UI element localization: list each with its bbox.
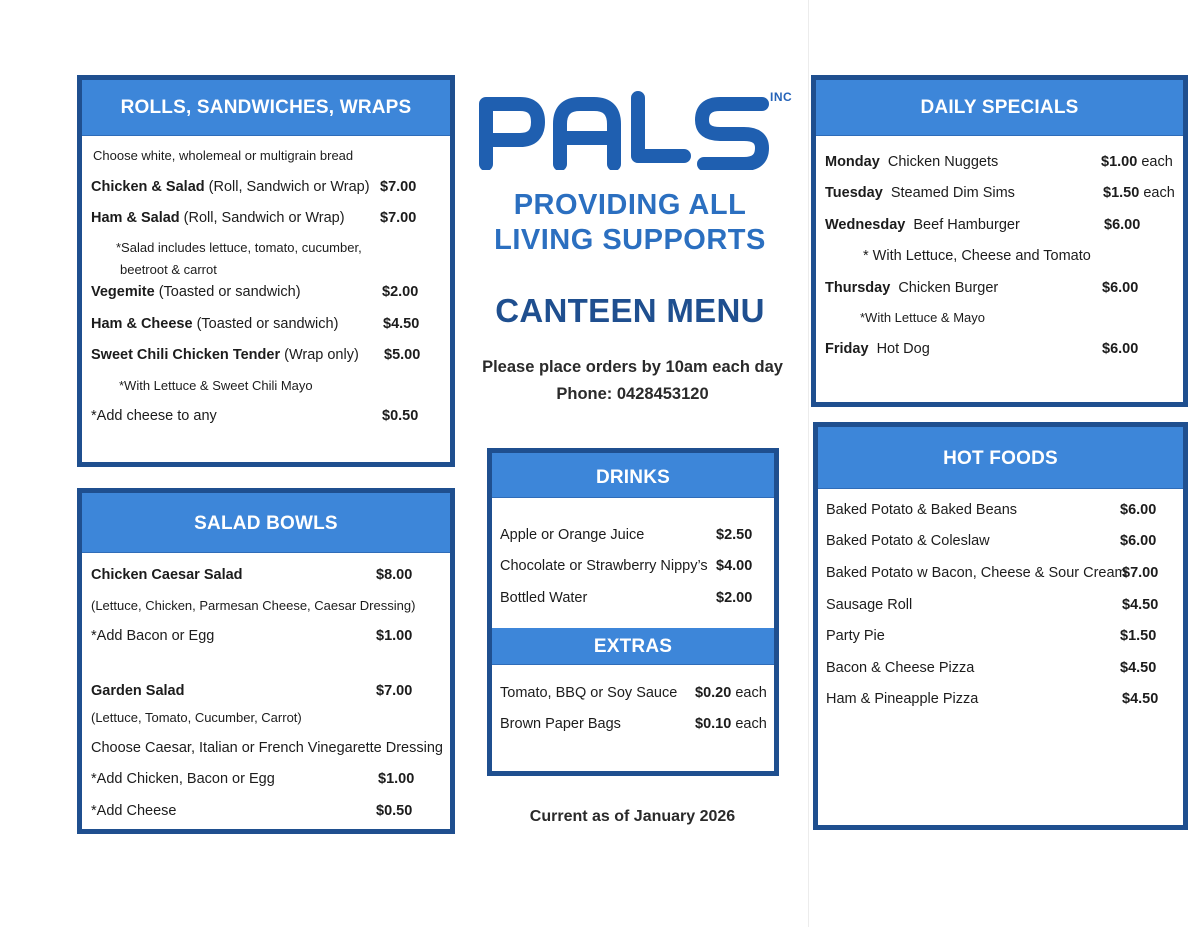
item-name: Sausage Roll xyxy=(826,597,913,613)
item-price: $2.00 xyxy=(382,284,419,300)
garden-addon-row-1 xyxy=(82,768,450,790)
phone-number: Phone: 0428453120 xyxy=(556,385,709,403)
salad-includes-note: *Salad includes lettuce, tomato, cucumber, xyxy=(116,240,362,255)
order-deadline: Please place orders by 10am each day xyxy=(482,358,783,376)
logo-letter-s xyxy=(702,104,762,164)
current-as-of: Current as of January 2026 xyxy=(529,808,736,825)
price-value: $1.00 xyxy=(1101,154,1138,170)
dressing-text: Choose Caesar, Italian or French Vinegarette Dressing xyxy=(91,740,443,756)
addon-price: $0.50 xyxy=(376,803,413,819)
add-cheese-label: *Add cheese to any xyxy=(91,408,217,424)
special-tuesday xyxy=(816,182,1183,204)
add-cheese-price: $0.50 xyxy=(382,408,419,424)
logo-letter-l xyxy=(638,98,684,156)
menu-item-sauce xyxy=(492,682,774,704)
item-price: $7.00 xyxy=(380,210,417,226)
item-name: Apple or Orange Juice xyxy=(500,527,645,543)
tagline-line-2: LIVING SUPPORTS xyxy=(494,224,766,256)
caesar-description: (Lettuce, Chicken, Parmesan Cheese, Caesar Dressing) xyxy=(91,598,416,613)
item-name: Party Pie xyxy=(826,628,885,644)
item-price: $7.00 xyxy=(1122,565,1159,581)
item-name: Sweet Chili Chicken Tender xyxy=(91,347,281,363)
item-name: Chicken & Salad xyxy=(91,179,205,195)
item-price: $5.00 xyxy=(384,347,421,363)
note-text: * With Lettuce, Cheese and Tomato xyxy=(863,248,1091,264)
item-price: $4.50 xyxy=(1122,597,1159,613)
menu-item-vegemite xyxy=(82,281,450,303)
bread-note: Choose white, wholemeal or multigrain bread xyxy=(93,148,354,163)
item-price: $2.00 xyxy=(716,590,753,606)
special-name: Beef Hamburger xyxy=(913,217,1020,233)
item-name: Bottled Water xyxy=(500,590,588,606)
add-cheese-row xyxy=(82,405,450,427)
hot-foods-section xyxy=(813,422,1188,830)
drinks-section xyxy=(487,448,779,776)
item-detail: (Roll, Sandwich or Wrap) xyxy=(179,210,345,226)
menu-item-party-pie xyxy=(818,625,1183,647)
price-unit: each xyxy=(1137,154,1173,170)
garden-addon-row-2 xyxy=(82,800,450,822)
item-detail: (Toasted or sandwich) xyxy=(192,316,339,332)
special-friday xyxy=(816,338,1183,360)
item-price xyxy=(695,713,767,735)
menu-item-bacon-cheese-pizza xyxy=(818,657,1183,679)
item-price: $6.00 xyxy=(1120,533,1157,549)
menu-item-garden-salad xyxy=(82,680,450,702)
item-price: $6.00 xyxy=(1120,502,1157,518)
hot-foods-header: HOT FOODS xyxy=(818,427,1183,489)
special-name: Hot Dog xyxy=(876,341,930,357)
menu-item-caesar-salad xyxy=(82,564,450,586)
menu-item-chicken-salad xyxy=(82,176,450,198)
item-detail: (Toasted or sandwich) xyxy=(154,284,301,300)
menu-item-potato-beans xyxy=(818,499,1183,521)
tagline-line-1: PROVIDING ALL xyxy=(513,189,747,221)
special-name: Chicken Burger xyxy=(898,280,999,296)
item-name: Baked Potato & Baked Beans xyxy=(826,502,1018,518)
addon-label: *Add Chicken, Bacon or Egg xyxy=(91,771,275,787)
daily-specials-header: DAILY SPECIALS xyxy=(816,80,1183,136)
item-name: Vegemite xyxy=(91,284,155,300)
special-price xyxy=(1103,182,1175,204)
drinks-header: DRINKS xyxy=(492,453,774,498)
logo-letter-p xyxy=(486,104,538,164)
item-detail: (Roll, Sandwich or Wrap) xyxy=(204,179,370,195)
special-day: Wednesday xyxy=(825,217,906,233)
logo-inc-label: INC xyxy=(770,90,793,104)
price-unit: each xyxy=(731,685,767,701)
special-name: Chicken Nuggets xyxy=(887,154,999,170)
special-price: $6.00 xyxy=(1102,280,1139,296)
item-name: Chocolate or Strawberry Nippy’s xyxy=(500,558,708,574)
menu-item-water xyxy=(492,587,774,609)
pals-logo xyxy=(476,90,776,170)
addon-price: $1.00 xyxy=(376,628,413,644)
special-price: $6.00 xyxy=(1102,341,1139,357)
price-value: $0.10 xyxy=(695,716,732,732)
salad-includes-note-2: beetroot & carrot xyxy=(120,262,217,277)
item-name: Tomato, BBQ or Soy Sauce xyxy=(500,685,678,701)
item-price: $4.50 xyxy=(1120,660,1157,676)
special-name: Steamed Dim Sims xyxy=(890,185,1015,201)
item-price: $4.50 xyxy=(383,316,420,332)
menu-item-nippys xyxy=(492,555,774,577)
special-day: Monday xyxy=(825,154,880,170)
item-price: $4.50 xyxy=(1122,691,1159,707)
price-value: $1.50 xyxy=(1103,185,1140,201)
menu-item-ham-cheese xyxy=(82,313,450,335)
rolls-section xyxy=(77,75,455,467)
item-price: $8.00 xyxy=(376,567,413,583)
special-price: $6.00 xyxy=(1104,217,1141,233)
thursday-note: *With Lettuce & Mayo xyxy=(860,310,985,325)
extras-header: EXTRAS xyxy=(492,628,774,665)
item-price: $2.50 xyxy=(716,527,753,543)
addon-label: *Add Cheese xyxy=(91,803,177,819)
salad-bowls-section xyxy=(77,488,455,834)
item-name: Ham & Pineapple Pizza xyxy=(826,691,979,707)
item-name: Bacon & Cheese Pizza xyxy=(826,660,975,676)
special-day: Friday xyxy=(825,341,869,357)
garden-description: (Lettuce, Tomato, Cucumber, Carrot) xyxy=(91,710,302,725)
special-wednesday xyxy=(816,214,1183,236)
item-detail: (Wrap only) xyxy=(280,347,359,363)
item-name: Chicken Caesar Salad xyxy=(91,567,243,583)
menu-item-potato-bacon xyxy=(818,562,1183,584)
menu-item-paper-bags xyxy=(492,713,774,735)
item-name: Baked Potato w Bacon, Cheese & Sour Cream xyxy=(826,565,1127,581)
special-thursday xyxy=(816,277,1183,299)
item-price xyxy=(695,682,767,704)
item-price: $7.00 xyxy=(376,683,413,699)
daily-specials-section xyxy=(811,75,1188,407)
item-name: Ham & Cheese xyxy=(91,316,193,332)
item-name: Garden Salad xyxy=(91,683,185,699)
special-price xyxy=(1101,151,1173,173)
salad-bowls-header: SALAD BOWLS xyxy=(82,493,450,553)
item-name: Baked Potato & Coleslaw xyxy=(826,533,990,549)
item-price: $4.00 xyxy=(716,558,753,574)
price-unit: each xyxy=(1139,185,1175,201)
logo-text: PALS xyxy=(476,90,479,91)
item-name: Brown Paper Bags xyxy=(500,716,621,732)
menu-item-sweet-chili-chicken xyxy=(82,344,450,366)
item-price: $7.00 xyxy=(380,179,417,195)
special-day: Tuesday xyxy=(825,185,883,201)
item-price: $1.50 xyxy=(1120,628,1157,644)
logo-letter-a xyxy=(560,104,614,164)
special-monday xyxy=(816,151,1183,173)
chili-mayo-note: *With Lettuce & Sweet Chili Mayo xyxy=(119,378,313,393)
dressing-choice xyxy=(82,737,450,759)
addon-price: $1.00 xyxy=(378,771,415,787)
page-title: CANTEEN MENU xyxy=(495,292,765,329)
menu-item-ham-pineapple-pizza xyxy=(818,688,1183,710)
addon-label: *Add Bacon or Egg xyxy=(91,628,215,644)
wednesday-note xyxy=(816,245,1183,267)
menu-item-juice xyxy=(492,524,774,546)
menu-item-sausage-roll xyxy=(818,594,1183,616)
special-day: Thursday xyxy=(825,280,891,296)
caesar-addon-row xyxy=(82,625,450,647)
price-unit: each xyxy=(731,716,767,732)
item-name: Ham & Salad xyxy=(91,210,180,226)
menu-item-ham-salad xyxy=(82,207,450,229)
menu-item-potato-coleslaw xyxy=(818,530,1183,552)
price-value: $0.20 xyxy=(695,685,732,701)
page-fold-line xyxy=(808,0,809,927)
rolls-header: ROLLS, SANDWICHES, WRAPS xyxy=(82,80,450,136)
